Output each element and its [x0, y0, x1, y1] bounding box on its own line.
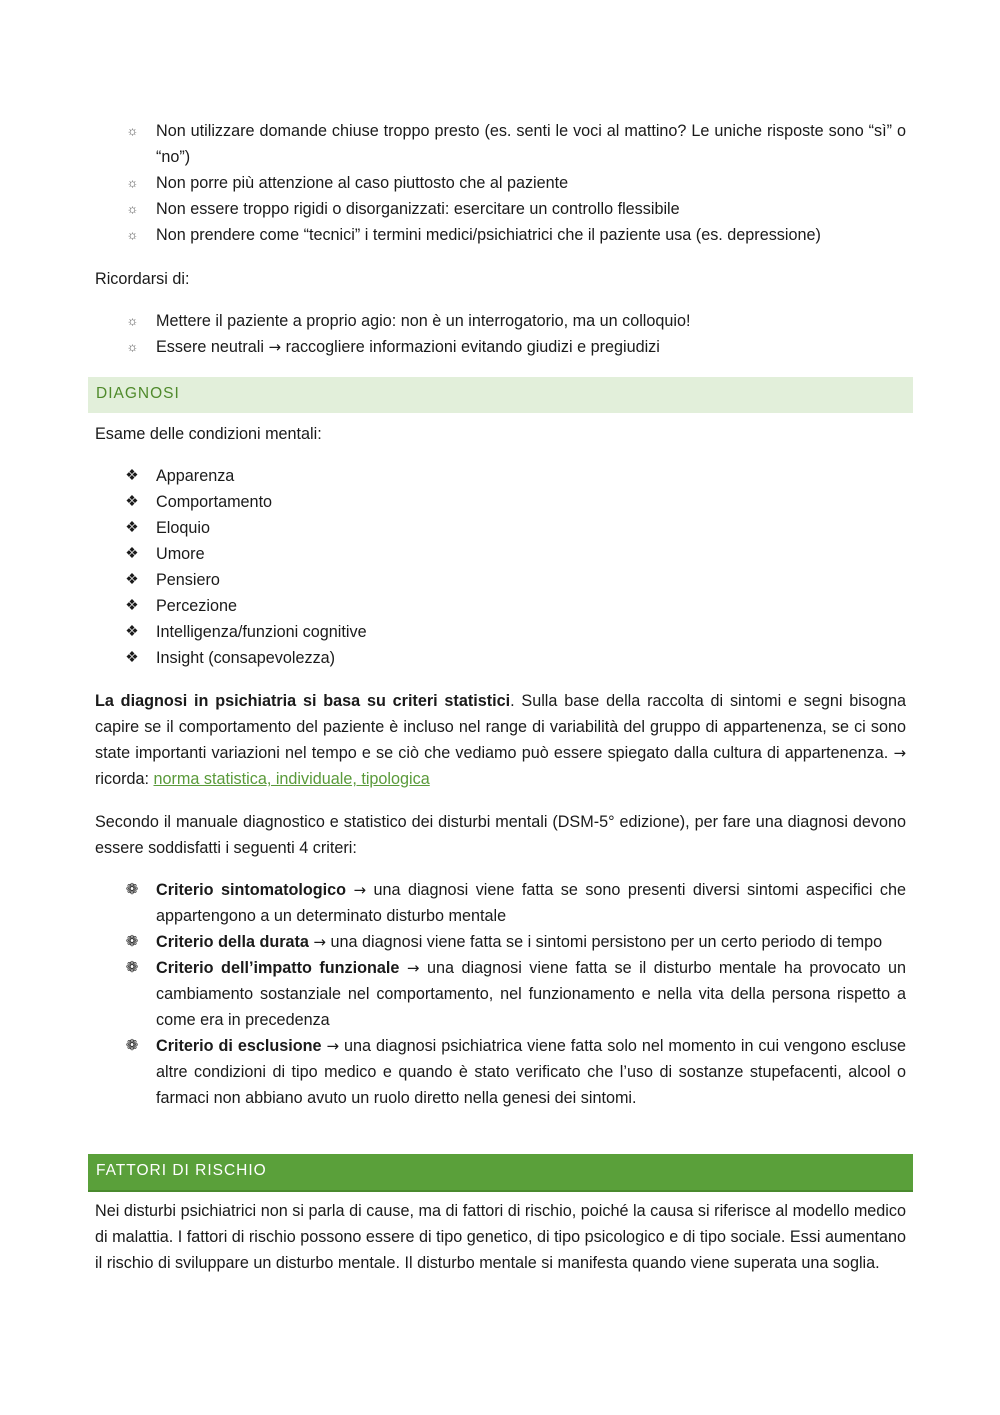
list-item: ❖ Insight (consapevolezza)	[95, 645, 906, 671]
criterion-item: ❁ Criterio dell’impatto funzionale → una diagnosi viene fatta se il disturbo mentale ha provocato un cambiamento sostanziale nel comportamento, nel funzionamento e nella vita della persona rispetto a come era in precedenza	[95, 955, 906, 1033]
diagnosi-paragraph-2: Secondo il manuale diagnostico e statistico dei disturbi mentali (DSM-5° edizione), per fare una diagnosi devono essere soddisfatti i seguenti 4 criteri:	[95, 813, 906, 857]
diagnosi-paragraph-1: La diagnosi in psichiatria si basa su criteri statistici. Sulla base della raccolta di sintomi e segni bisogna capire se il comportamento del paziente è incluso nel range di variabilità del gruppo di appartenenza, se ci sono state importanti variazioni nel tempo e se ciò che vediamo può essere spiegato dalla cultura di appartenenza. → ricorda: norma statistica, individuale, tipologica	[95, 692, 907, 788]
mental-status-block	[95, 463, 906, 671]
flower-bullet-icon: ❁	[125, 881, 139, 898]
criterion-item: ❁ Criterio sintomatologico → una diagnosi viene fatta se sono presenti diversi sintomi aspecifici che appartengono a un determinato disturbo mentale	[95, 877, 906, 929]
diamond-bullet-icon: ❖	[125, 571, 139, 588]
flower-bullet-icon: ❁	[125, 959, 139, 976]
criterion-item: ❁ Criterio della durata → una diagnosi viene fatta se i sintomi persistono per un certo periodo di tempo	[95, 929, 906, 955]
criterion-item: ❁ Criterio di esclusione → una diagnosi psichiatrica viene fatta solo nel momento in cui vengono escluse altre condizioni di tipo medico e quando è stato verificato che l’uso di sostanze stupefacenti, alcool o farmaci non abbiano avuto un ruolo diretto nella genesi dei sintomi.	[95, 1033, 906, 1111]
arrow-right-icon: →	[353, 881, 367, 899]
list-item: ❖ Percezione	[95, 593, 906, 619]
criteria-list	[95, 877, 906, 1111]
arrow-right-icon: →	[406, 959, 420, 977]
remember-list	[95, 308, 906, 360]
list-item: ☼ Essere neutrali → raccogliere informazioni evitando giudizi e pregiudizi	[95, 334, 906, 360]
diamond-bullet-icon: ❖	[125, 467, 139, 484]
bold-statement: La diagnosi in psichiatria si basa su criteri statistici	[95, 692, 511, 710]
list-item: ❖ Eloquio	[95, 515, 906, 541]
sun-bullet-icon: ☼	[126, 313, 138, 328]
diamond-bullet-icon: ❖	[125, 649, 139, 666]
sun-bullet-icon: ☼	[126, 227, 138, 242]
section-heading-fattori-di-rischio: FATTORI DI RISCHIO	[88, 1154, 913, 1192]
list-item: ❖ Intelligenza/funzioni cognitive	[95, 619, 906, 645]
arrow-right-icon: →	[313, 933, 326, 951]
list-item: ☼ Non prendere come “tecnici” i termini medici/psichiatrici che il paziente usa (es. depressione)	[95, 222, 906, 248]
rischio-paragraph: Nei disturbi psichiatrici non si parla di cause, ma di fattori di rischio, poiché la causa si riferisce al modello medico di malattia. I fattori di rischio possono essere di tipo genetico, di tipo psicologico e di tipo sociale. Essi aumentano il rischio di sviluppare un disturbo mentale. Il disturbo mentale si manifesta quando viene superata una soglia.	[95, 1202, 906, 1272]
diamond-bullet-icon: ❖	[125, 597, 139, 614]
norma-link[interactable]: norma statistica, individuale, tipologica	[153, 770, 430, 788]
sun-bullet-icon: ☼	[126, 201, 138, 216]
diagnosi-intro: Esame delle condizioni mentali:	[95, 425, 322, 443]
arrow-right-icon: →	[893, 744, 907, 762]
flower-bullet-icon: ❁	[125, 933, 139, 950]
list-item: ❖ Apparenza	[95, 463, 906, 489]
sun-bullet-icon: ☼	[126, 175, 138, 190]
list-item: ☼ Non porre più attenzione al caso piuttosto che al paziente	[95, 170, 906, 196]
arrow-right-icon: →	[326, 1037, 340, 1055]
criteria-block	[95, 877, 906, 1111]
diamond-bullet-icon: ❖	[125, 493, 139, 510]
remember-label: Ricordarsi di:	[95, 270, 190, 288]
flower-bullet-icon: ❁	[125, 1037, 139, 1054]
remember-block	[95, 308, 906, 360]
diamond-bullet-icon: ❖	[125, 519, 139, 536]
intro-block	[95, 118, 906, 248]
sun-bullet-icon: ☼	[126, 339, 138, 354]
mental-status-list	[95, 463, 906, 671]
diamond-bullet-icon: ❖	[125, 545, 139, 562]
list-item: ❖ Comportamento	[95, 489, 906, 515]
list-item: ❖ Umore	[95, 541, 906, 567]
sun-bullet-icon: ☼	[126, 123, 138, 138]
arrow-right-icon: →	[268, 338, 282, 356]
list-item: ☼ Non essere troppo rigidi o disorganizzati: esercitare un controllo flessibile	[95, 196, 906, 222]
list-item: ❖ Pensiero	[95, 567, 906, 593]
diamond-bullet-icon: ❖	[125, 623, 139, 640]
section-heading-diagnosi: DIAGNOSI	[88, 377, 913, 413]
list-item: ☼ Mettere il paziente a proprio agio: non è un interrogatorio, ma un colloquio!	[95, 308, 906, 334]
intro-list	[95, 118, 906, 248]
list-item: ☼ Non utilizzare domande chiuse troppo presto (es. senti le voci al mattino? Le uniche risposte sono “sì” o “no”)	[95, 118, 906, 170]
